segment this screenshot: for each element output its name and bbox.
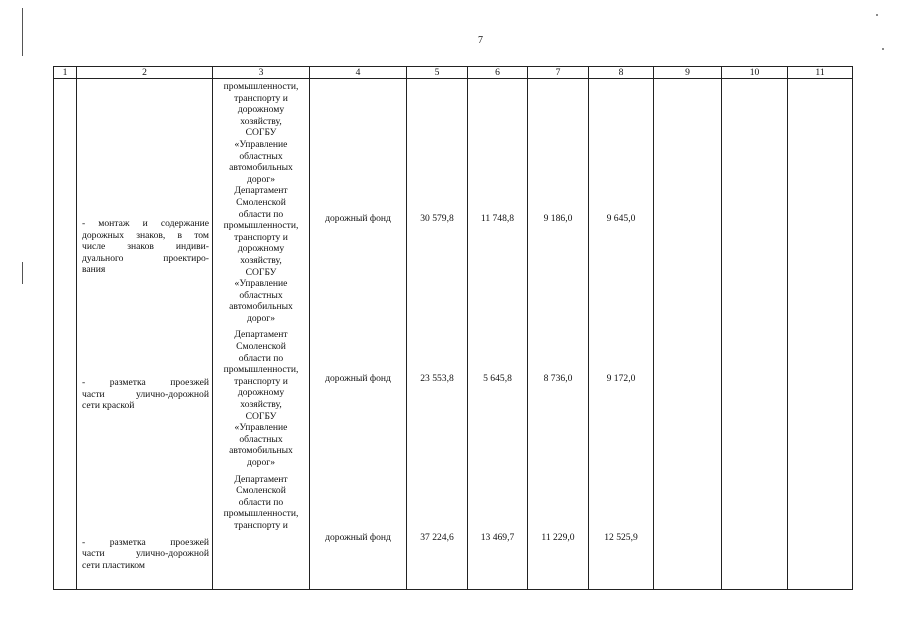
col-header-11: 11: [788, 67, 853, 79]
year1-amount: 13 469,7: [480, 532, 515, 544]
executor-line: транспорту и: [234, 375, 288, 387]
col2-cell: [77, 79, 213, 590]
col4-cell: [310, 79, 407, 590]
executor-line: промышленности,: [223, 81, 299, 92]
executor-line: Смоленской: [236, 341, 286, 353]
executor-line: промышленности,: [223, 364, 299, 376]
item-name-line: сети краской: [82, 400, 135, 412]
executor-1: [213, 185, 309, 324]
col5-cell: [407, 79, 468, 590]
year1-amount: 5 645,8: [483, 372, 512, 384]
item-name-line: - разметка проезжей: [82, 536, 209, 548]
executor-line: СОГБУ: [245, 266, 277, 278]
executor-line: «Управление: [234, 138, 288, 150]
year2-amount: 9 186,0: [543, 213, 573, 224]
executor-line: дорожному: [237, 104, 285, 116]
item-name-line: числе знаков индиви-: [82, 241, 209, 253]
col-header-1: 1: [54, 67, 77, 79]
year1-amount: 11 748,8: [480, 213, 515, 224]
scan-speck: [882, 48, 884, 50]
col-header-9: 9: [654, 67, 722, 79]
program-table: [53, 66, 853, 590]
year3-amount: 12 525,9: [604, 532, 638, 544]
col11-cell: [788, 79, 853, 590]
col3-cell: [213, 79, 310, 590]
executor-line: Смоленской: [236, 485, 286, 497]
col-header-10: 10: [722, 67, 788, 79]
executor-line: транспорту и: [234, 92, 288, 104]
executor-line: областных: [239, 433, 283, 445]
item-name-3: [77, 537, 212, 572]
year2-amount: 11 229,0: [541, 532, 575, 544]
executor-line: Департамент: [234, 185, 288, 197]
executor-line: «Управление: [234, 278, 288, 290]
executor-line: автомобильных: [229, 162, 293, 174]
item-name-line: вания: [82, 264, 106, 276]
col-header-7: 7: [528, 67, 589, 79]
executor-line: промышленности,: [223, 508, 299, 520]
col-header-2: 2: [77, 67, 213, 79]
table-body-row: [54, 79, 853, 590]
col-header-3: 3: [213, 67, 310, 79]
year2-amount: 8 736,0: [543, 372, 573, 384]
item-name-line: - разметка проезжей: [82, 376, 209, 388]
item-name-line: дуального проектиро-: [82, 252, 209, 264]
executor-line: транспорту и: [234, 231, 288, 243]
executor-line: области по: [238, 208, 284, 220]
executor-line: дорог»: [246, 457, 275, 468]
col6-cell: [468, 79, 528, 590]
item-name-2: [77, 377, 212, 412]
year3-amount: 9 172,0: [606, 372, 636, 384]
col-header-8: 8: [589, 67, 654, 79]
executor-line: дорог»: [246, 173, 275, 185]
col9-cell: [654, 79, 722, 590]
executor-line: «Управление: [234, 422, 288, 434]
executor-line: СОГБУ: [245, 127, 277, 139]
executor-line: Смоленской: [236, 196, 286, 208]
executor-line: транспорту и: [234, 519, 288, 531]
total-amount: 23 553,8: [420, 372, 454, 384]
col10-cell: [722, 79, 788, 590]
funding-source: дорожный фонд: [325, 213, 391, 224]
col-header-5: 5: [407, 67, 468, 79]
scan-speck: [876, 14, 878, 16]
item-name-line: части улично-дорожной: [82, 548, 209, 560]
executor-line: автомобильных: [229, 445, 293, 457]
year3-amount: 9 645,0: [606, 213, 636, 224]
executor-line: области по: [238, 496, 284, 508]
executor-line: областных: [239, 150, 283, 162]
executor-line: автомобильных: [229, 301, 293, 313]
page-number: 7: [478, 35, 483, 46]
item-name-1: [77, 218, 212, 276]
total-amount: 37 224,6: [420, 532, 454, 544]
executor-line: СОГБУ: [245, 410, 277, 422]
col-header-4: 4: [310, 67, 407, 79]
executor-line: дорог»: [246, 312, 275, 324]
executor-line: промышленности,: [223, 220, 299, 232]
column-number-row: [54, 67, 853, 79]
executor-line: дорожному: [237, 387, 285, 399]
col8-cell: [589, 79, 654, 590]
executor-line: Департамент: [234, 473, 288, 485]
executor-line: дорожному: [237, 243, 285, 255]
funding-source: дорожный фонд: [325, 532, 391, 544]
executor-line: области по: [238, 352, 284, 364]
executor-2: [213, 324, 309, 468]
margin-mark-bottom: [22, 262, 23, 284]
executor-line: хозяйству,: [240, 254, 282, 266]
executor-continuation: [213, 79, 309, 185]
executor-line: Департамент: [234, 329, 288, 341]
total-amount: 30 579,8: [420, 213, 454, 224]
executor-line: хозяйству,: [240, 399, 282, 411]
item-name-line: части улично-дорожной: [82, 388, 209, 400]
col7-cell: [528, 79, 589, 590]
item-name-line: сети пластиком: [82, 559, 145, 571]
funding-source: дорожный фонд: [325, 372, 391, 384]
item-name-line: дорожных знаков, в том: [82, 229, 209, 241]
item-name-line: - монтаж и содержание: [82, 218, 209, 229]
executor-line: хозяйству,: [240, 115, 282, 127]
col-header-6: 6: [468, 67, 528, 79]
executor-line: областных: [239, 289, 283, 301]
margin-mark-top: [22, 8, 23, 56]
col1-cell: [54, 79, 77, 590]
executor-3: [213, 469, 309, 532]
